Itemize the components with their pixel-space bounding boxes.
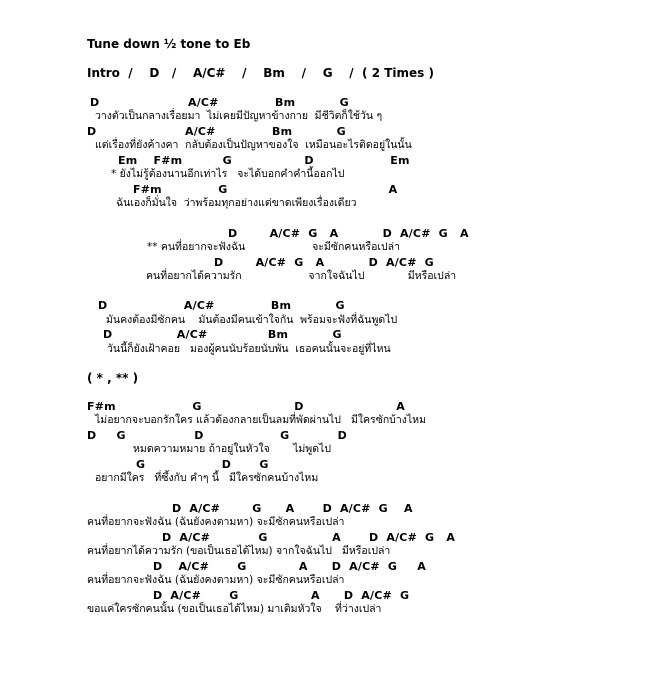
chord-line: D A/C# G A D A/C# G A (153, 560, 426, 573)
lyric-line: คนที่อยากจะฟังฉัน (ฉันยังคงตามหา) จะมีซักคนหรือเปล่า (87, 516, 345, 528)
lyric-line: * ยังไม่รู้ต้องนานอีกเท่าไร จะได้บอกคำคำนี้ออกไป (111, 168, 345, 180)
lyric-line: คนที่อยากจะฟังฉัน (ฉันยังคงตามหา) จะมีซักคนหรือเปล่า (87, 574, 345, 586)
tuning-note: Tune down ½ tone to Eb (87, 37, 251, 51)
chord-line: D A/C# Bm G (90, 96, 349, 109)
chord-line: D G D G D (87, 429, 348, 442)
chord-line: D A/C# Bm G (98, 299, 345, 312)
chord-line: D A/C# Bm G (87, 125, 346, 138)
lyric-line: ขอแค่ใครซักคนนั้น (ขอเป็นเธอได้ไหม) มาเติมหัวใจ ที่ว่างเปล่า (87, 603, 382, 615)
lyric-line: ** คนที่อยากจะฟังฉัน จะมีซักคนหรือเปล่า (147, 241, 400, 253)
lyric-line: วันนี้ก็ยังเฝ้าคอย มองผู้คนนับร้อยนับพัน เธอคนนั้นจะอยู่ที่ไหน (107, 343, 391, 355)
chord-line: D A/C# Bm G (103, 328, 342, 341)
lyric-line: ไม่อยากจะบอกรักใคร แล้วต้องกลายเป็นลมที่พัดผ่านไป มีใครซักบ้างไหม (95, 414, 426, 426)
chord-line: D A/C# G A D A/C# G A (162, 531, 456, 544)
lyric-line: อยากมีใคร ที่ซึ้งกับ คำๆ นี้ มีใครซักคนบ้างไหม (95, 472, 319, 484)
lyric-line: วางตัวเป็นกลางเรื่อยมา ไม่เคยมีปัญหาข้างกาย มีชีวิตก็ใช้วัน ๆ (95, 110, 383, 122)
chord-line: G D G (136, 458, 269, 471)
lyric-line: คนที่อยากได้ความรัก (ขอเป็นเธอได้ไหม) จากใจฉันไป มีหรือเปล่า (87, 545, 391, 557)
lyric-line: มันคงต้องมีซักคน มันต้องมีคนเข้าใจกัน พร้อมจะฟังที่ฉันพูดไป (106, 314, 398, 326)
chord-line: D A/C# G A D A/C# G A (172, 502, 413, 515)
lyric-line: คนที่อยากได้ความรัก จากใจฉันไป มีหรือเปล่า (146, 270, 457, 282)
chord-line: D A/C# G A D A/C# G A (228, 227, 469, 240)
repeat-marker: ( * , ** ) (87, 371, 139, 385)
chord-line: F#m G D A (87, 400, 405, 413)
chord-line: F#m G A (133, 183, 398, 196)
chord-line: D A/C# G A D A/C# G (214, 256, 434, 269)
chord-line: Em F#m G D Em (118, 154, 410, 167)
lyric-line: แต่เรื่องที่ยังค้างคา กลับต้องเป็นปัญหาของใจ เหมือนอะไรติดอยู่ในนั้น (95, 139, 412, 151)
intro-line: Intro / D / A/C# / Bm / G / ( 2 Times ) (87, 66, 434, 80)
lyric-line: หมดความหมาย ถ้าอยู่ในหัวใจ ไม่พูดไป (133, 443, 331, 455)
chord-line: D A/C# G A D A/C# G (153, 589, 410, 602)
lyric-line: ฉันเองก็มั่นใจ ว่าพร้อมทุกอย่างแต่ขาดเพียงเรื่องเดียว (116, 197, 357, 209)
